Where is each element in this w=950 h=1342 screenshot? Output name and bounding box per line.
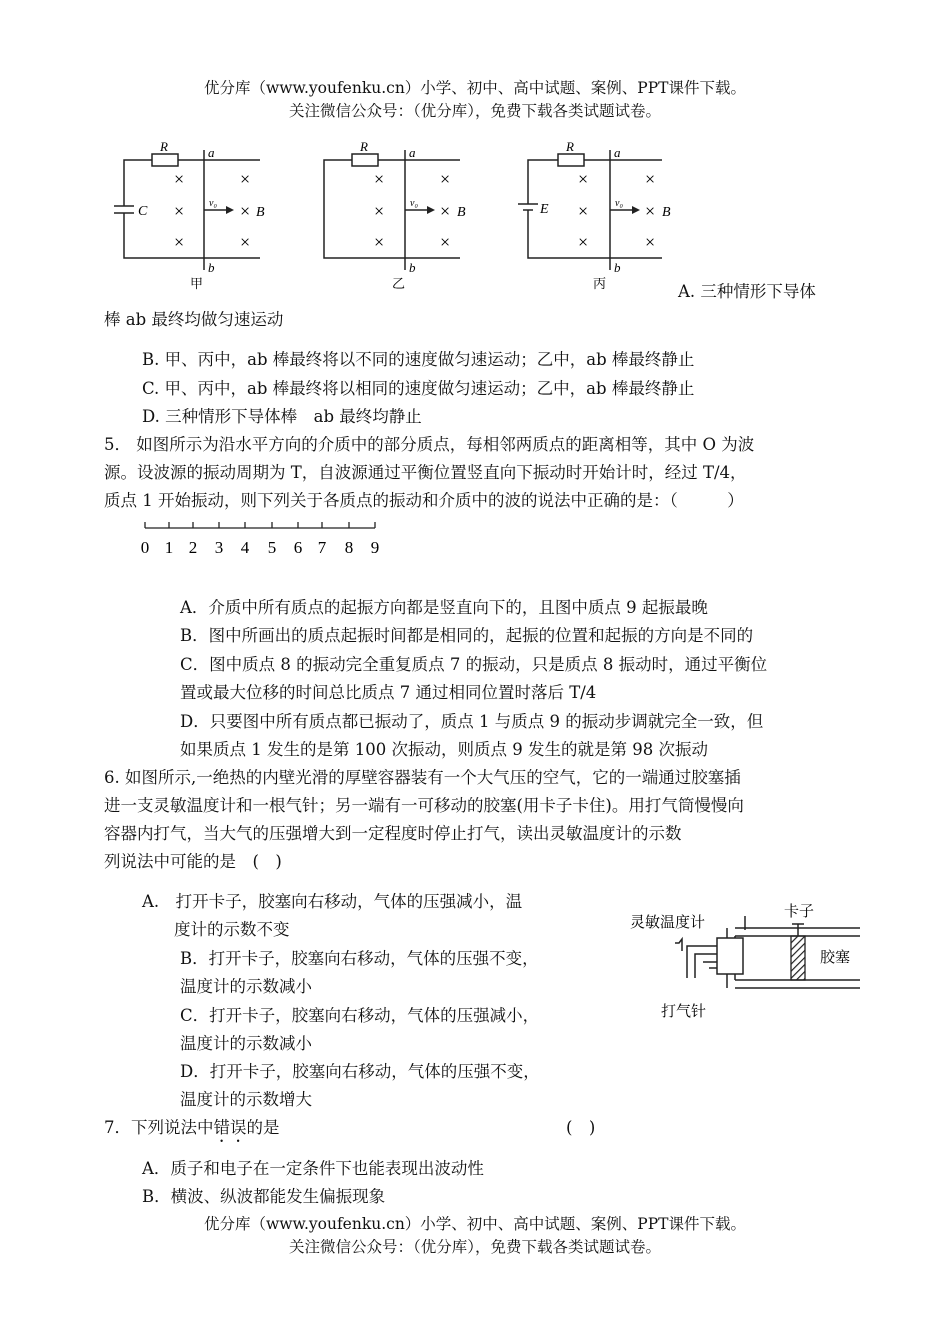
point-label: 8: [344, 538, 354, 557]
q7-answer-paren: ( ): [566, 1118, 596, 1137]
battery-label: E: [540, 202, 549, 217]
q5-option-d-line1: D．只要图中所有质点都已振动了，质点 1 与质点 9 的振动步调就完全一致，但: [180, 712, 764, 731]
q4-option-a-part1: A. 三种情形下导体: [678, 282, 816, 301]
q7-option-a: A．质子和电子在一定条件下也能表现出波动性: [142, 1159, 484, 1178]
field-label: B: [256, 205, 265, 220]
q5-option-a: A．介质中所有质点的起振方向都是竖直向下的，且图中质点 9 起振最晚: [180, 598, 708, 617]
cross-mark: ×: [645, 169, 656, 189]
point-label: 7: [317, 538, 327, 557]
q5-option-d-line2: 如果质点 1 发生的是第 100 次振动，则质点 9 发生的就是第 98 次振动: [180, 740, 708, 759]
q7-stem-a: 7．下列说法中: [104, 1118, 214, 1137]
point-label: 3: [214, 538, 224, 557]
resistor-label: R: [160, 139, 168, 154]
q4-option-b: B. 甲、丙中，ab 棒最终将以不同的速度做匀速运动；乙中，ab 棒最终静止: [142, 350, 695, 369]
q7-stem-b: 的是: [246, 1118, 280, 1137]
q6-option-c-line1: C．打开卡子，胶塞向右移动，气体的压强减小，: [180, 1006, 540, 1025]
q6-stem-line2: 进一支灵敏温度计和一根气针；另一端有一可移动的胶塞(用卡子卡住)。用打气筒慢慢向: [104, 796, 744, 815]
b-label: b: [409, 260, 416, 275]
cross-mark: ×: [440, 169, 451, 189]
container-figure: [625, 896, 870, 1026]
label-clip: 卡子: [784, 904, 815, 920]
q5-stem-line3: 质点 1 开始振动，则下列关于各质点的振动和介质中的波的说法中正确的是：（ ）: [104, 491, 744, 510]
q7-option-b: B．横波、纵波都能发生偏振现象: [142, 1187, 386, 1206]
cross-mark: ×: [374, 169, 385, 189]
circuit-jia: [114, 150, 260, 270]
cross-mark: ×: [240, 232, 251, 252]
footer-line-2: 关注微信公众号：（优分库），免费下载各类试题试卷。: [288, 1238, 661, 1256]
b-label: b: [208, 260, 215, 275]
q5-option-b: B．图中所画出的质点起振时间都是相同的，起振的位置和起振的方向是不同的: [180, 626, 754, 645]
cross-mark: ×: [645, 201, 656, 221]
footer-line-1: 优分库（www.youfenku.cn）小学、初中、高中试题、案例、PPT课件下载。: [203, 1215, 747, 1233]
cross-mark: ×: [578, 169, 589, 189]
caption-bing: 丙: [593, 276, 607, 291]
q7-stem-emphasis: 错误: [213, 1118, 247, 1137]
velocity-label: v₀: [209, 198, 217, 209]
velocity-label: v₀: [615, 198, 623, 209]
velocity-label: v₀: [410, 198, 418, 209]
cross-mark: ×: [174, 169, 185, 189]
q6-stem-line3: 容器内打气，当大气的压强增大到一定程度时停止打气，读出灵敏温度计的示数: [104, 824, 682, 843]
q4-option-a-part2: 棒 ab 最终均做匀速运动: [104, 310, 284, 329]
q6-option-d-line1: D．打开卡子，胶塞向右移动，气体的压强不变，: [180, 1062, 540, 1081]
field-label: B: [662, 205, 671, 220]
a-label: a: [409, 145, 416, 160]
b-label: b: [614, 260, 621, 275]
label-plug: 胶塞: [820, 950, 851, 966]
cross-mark: ×: [174, 201, 185, 221]
q5-option-c-line1: C．图中质点 8 的振动完全重复质点 7 的振动，只是质点 8 振动时，通过平衡位: [180, 655, 768, 674]
q6-option-b-line1: B．打开卡子，胶塞向右移动，气体的压强不变，: [180, 949, 539, 968]
point-label: 4: [240, 538, 250, 557]
cross-mark: ×: [440, 201, 451, 221]
cross-mark: ×: [578, 232, 589, 252]
point-label: 5: [267, 538, 277, 557]
point-label: 9: [370, 538, 380, 557]
cross-mark: ×: [240, 201, 251, 221]
q6-option-a-line2: 度计的示数不变: [174, 920, 290, 939]
point-label: 6: [293, 538, 303, 557]
q6-option-d-line2: 温度计的示数增大: [180, 1090, 312, 1109]
resistor-label: R: [566, 139, 574, 154]
capacitor-label: C: [138, 204, 148, 219]
header-line-1: 优分库（www.youfenku.cn）小学、初中、高中试题、案例、PPT课件下载。: [203, 79, 747, 97]
resistor-label: R: [360, 139, 368, 154]
q6-option-a-line1: A. 打开卡子，胶塞向右移动，气体的压强减小，温: [142, 892, 523, 911]
field-label: B: [457, 205, 466, 220]
q6-stem-line1: 6. 如图所示,一绝热的内壁光滑的厚壁容器装有一个大气压的空气，它的一端通过胶塞插: [104, 768, 741, 787]
circuit-diagrams: [100, 138, 700, 298]
q6-option-b-line2: 温度计的示数减小: [180, 977, 312, 996]
q5-stem-line2: 源。设波源的振动周期为 T，自波源通过平衡位置竖直向下振动时开始计时，经过 T/4，: [104, 463, 747, 482]
q7-stem: [104, 1114, 280, 1146]
cross-mark: ×: [240, 169, 251, 189]
header-line-2: 关注微信公众号：（优分库），免费下载各类试题试卷。: [288, 102, 661, 120]
q5-stem-line1: 5． 如图所示为沿水平方向的介质中的部分质点，每相邻两质点的距离相等，其中 O 为波: [104, 435, 755, 454]
q4-option-c: C. 甲、丙中，ab 棒最终将以相同的速度做匀速运动；乙中，ab 棒最终静止: [142, 379, 695, 398]
cross-mark: ×: [174, 232, 185, 252]
cross-mark: ×: [645, 232, 656, 252]
cross-mark: ×: [374, 201, 385, 221]
caption-jia: 甲: [190, 276, 204, 291]
point-label: 1: [164, 538, 174, 557]
q4-option-d: D. 三种情形下导体棒 ab 最终均静止: [142, 407, 422, 426]
label-needle: 打气针: [661, 1004, 707, 1020]
q6-option-c-line2: 温度计的示数减小: [180, 1034, 312, 1053]
cross-mark: ×: [440, 232, 451, 252]
q6-stem-line4: 列说法中可能的是 ( ): [104, 852, 282, 871]
plug-shape: [791, 936, 805, 980]
cross-mark: ×: [578, 201, 589, 221]
point-label: 2: [188, 538, 198, 557]
q5-option-c-line2: 置或最大位移的时间总比质点 7 通过相同位置时落后 T/4: [180, 683, 597, 702]
cross-mark: ×: [374, 232, 385, 252]
point-label: 0: [140, 538, 150, 557]
particle-line-figure: [130, 516, 400, 564]
a-label: a: [208, 145, 215, 160]
caption-yi: 乙: [392, 276, 406, 291]
label-thermometer: 灵敏温度计: [630, 915, 706, 931]
a-label: a: [614, 145, 621, 160]
